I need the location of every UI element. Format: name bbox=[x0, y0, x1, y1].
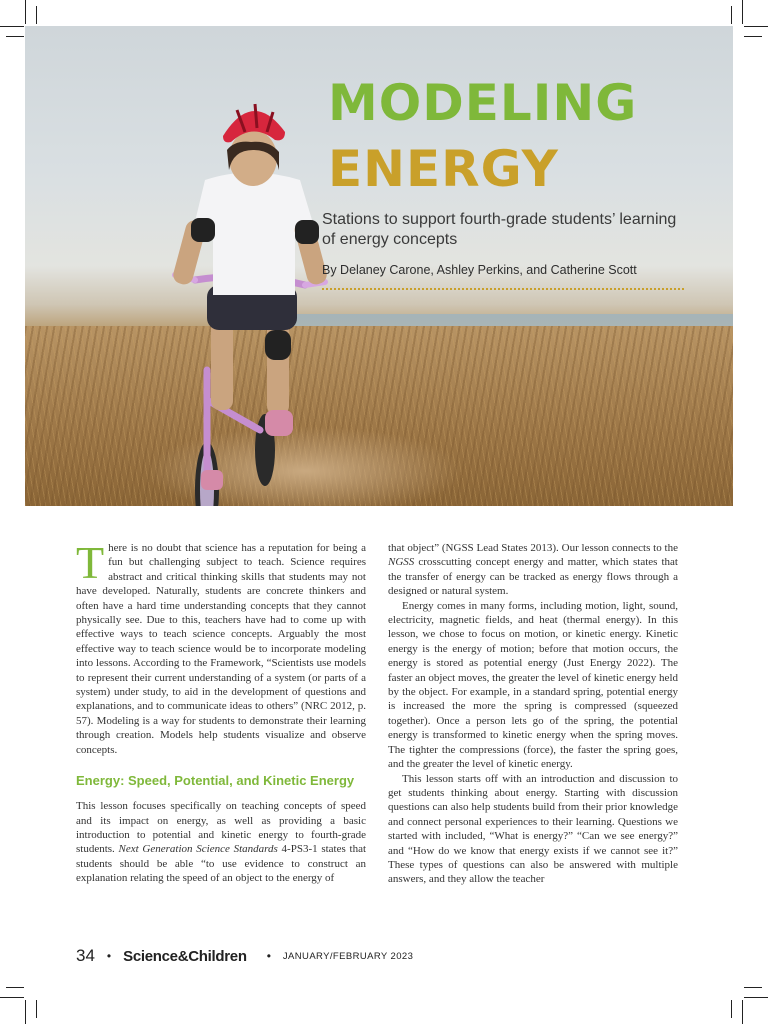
crop-mark bbox=[0, 997, 24, 998]
crop-mark bbox=[742, 1000, 743, 1024]
dotted-divider bbox=[322, 288, 684, 290]
lesson-intro-paragraph: This lesson starts off with an introduction and discussion to get students thinking about energy. Starting with discussion questions can also help students build from their prior knowledge and connect personal experiences to their learning. Questions we started with included, “What is energy?” “Can we see energy?” and “How do we know that energy exists if we cannot see it?” These types of questions can also be answered with multiple answers, and they allow the teacher bbox=[388, 772, 678, 886]
article-title-line-1: MODELING bbox=[328, 74, 638, 132]
left-column bbox=[76, 537, 367, 886]
intro-text: here is no doubt that science has a reputation for being a fun but challenging subject to teach. Science requires abstract and critical thinking skills that students may not have developed. Naturally, students are concrete thinkers and often have a hard time understanding concepts that they cannot physically see. Due to this, teachers have had to come up with effective ways to teach science concepts. Arguably the most effective way to teach science would be to incorporate modeling into lessons. According to the Framework, “Scientists use models to represent their current understanding of a system (or parts of a system) under study, to aid in the development of questions and explanations, and to communicate ideas to others” (NRC 2012, p. 57). Modeling is a way for students to demonstrate their learning through creation. Models help students visualize and observe concepts. bbox=[76, 542, 366, 756]
magazine-name: Science&Children bbox=[123, 947, 247, 965]
intro-paragraph bbox=[76, 537, 366, 757]
crop-mark bbox=[36, 1000, 37, 1018]
page-number: 34 bbox=[76, 946, 95, 965]
drop-cap: T bbox=[76, 537, 105, 588]
issue-date: JANUARY/FEBRUARY 2023 bbox=[282, 950, 414, 962]
crop-mark bbox=[0, 26, 24, 27]
paragraph-text: 4-PS3-1 states that students should be able “to use evidence to construct an explanation relating the speed of an object to the energy of bbox=[76, 843, 367, 885]
article-subtitle: Stations to support fourth-grade students’ learning of energy concepts bbox=[322, 211, 677, 248]
crop-mark bbox=[731, 1000, 732, 1018]
energy-forms-paragraph: Energy comes in many forms, including motion, light, sound, electricity, magnetic fields, and heat (thermal energy). In this lesson, we chose to focus on motion, or kinetic energy. Kinetic energy is the energy of motion; before that motion occurs, the energy is stored as potential energy (Just Energy 2022). The faster an object moves, the greater the level of kinetic energy held by the object. For example, in a standard spring, potential energy is increased the more the spring is compressed (squeezed together). Once a person lets go of the spring, the potential energy is transformed to kinetic energy when the spring moves. The tighter the compressions (force), the faster the spring goes, and the greater the level of kinetic energy. bbox=[388, 599, 678, 771]
paragraph-text: This lesson focuses specifically on teaching concepts of speed and its impact on energy, as well as providing a basic introduction to potential and kinetic energy to fourth-grade students. bbox=[76, 800, 366, 856]
ngss-term: NGSS bbox=[388, 556, 415, 569]
crop-mark bbox=[744, 997, 768, 998]
crop-mark bbox=[6, 987, 24, 988]
section-paragraph bbox=[76, 799, 366, 885]
standards-title: Next Generation Science Standards bbox=[118, 843, 278, 856]
footer-bullet: • bbox=[106, 949, 112, 963]
page-footer bbox=[76, 946, 526, 966]
crop-mark bbox=[36, 6, 37, 24]
crop-mark bbox=[25, 0, 26, 24]
footer-bullet: • bbox=[266, 949, 271, 963]
crop-mark bbox=[6, 36, 24, 37]
crop-mark bbox=[744, 26, 768, 27]
hero-photo bbox=[25, 26, 733, 506]
crop-mark bbox=[744, 987, 762, 988]
crop-mark bbox=[25, 1000, 26, 1024]
paragraph-text: crosscutting concept energy and matter, which states that the transfer of energy can be tracked as energy flows through a designed or natural system. bbox=[388, 556, 678, 598]
article-byline: By Delaney Carone, Ashley Perkins, and Catherine Scott bbox=[322, 263, 637, 277]
right-column bbox=[388, 541, 678, 887]
crop-mark bbox=[731, 6, 732, 24]
article-title-line-2: ENERGY bbox=[328, 140, 559, 198]
crop-mark bbox=[742, 0, 743, 24]
section-heading: Energy: Speed, Potential, and Kinetic Energy bbox=[76, 773, 355, 789]
continued-paragraph bbox=[388, 541, 678, 599]
paragraph-text: that object” (NGSS Lead States 2013). Our lesson connects to the bbox=[388, 542, 678, 554]
crop-mark bbox=[744, 36, 762, 37]
